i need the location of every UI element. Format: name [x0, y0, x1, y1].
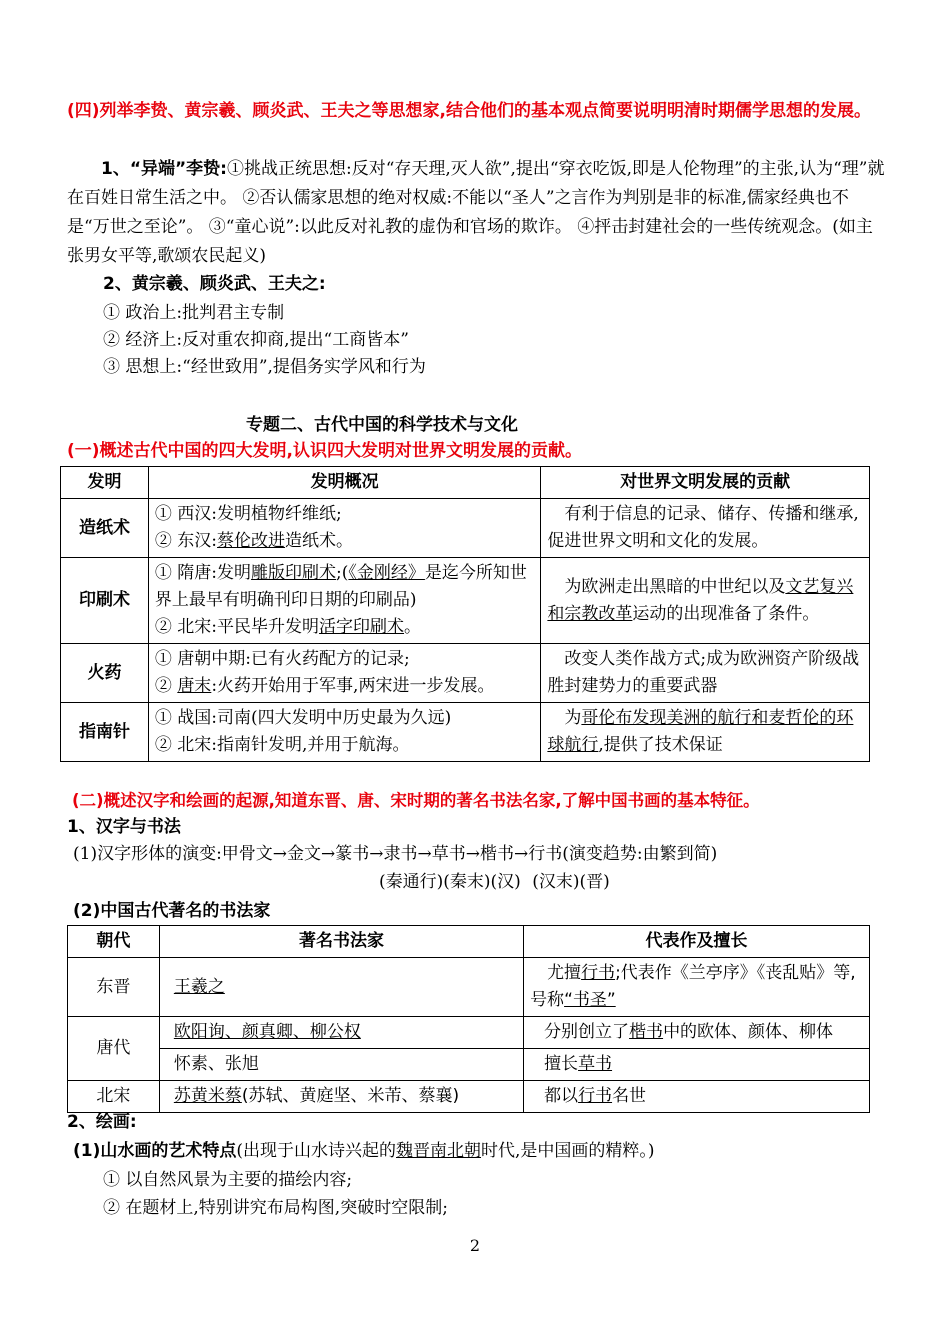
calligraphy-section-title: 1、汉字与书法 — [67, 817, 181, 837]
invention-contribution: 为哥伦布发现美洲的航行和麦哲伦的环球航行,提供了技术保证 — [541, 703, 870, 762]
table-header: 朝代 — [68, 926, 160, 958]
work-cell: 擅长草书 — [524, 1049, 870, 1081]
overview-line: ① 西汉:发明植物纤维纸; — [154, 504, 342, 524]
artist-cell: 怀素、张旭 — [159, 1049, 523, 1081]
overview-line: ② 东汉:蔡伦改进造纸术。 — [154, 531, 354, 551]
painting-section-title: 2、绘画: — [67, 1112, 137, 1132]
li-zhi-paragraph — [67, 155, 887, 271]
table-row — [61, 703, 870, 762]
overview-line: ② 北宋:平民毕升发明活字印刷术。 — [154, 617, 422, 637]
script-evolution: (1)汉字形体的演变:甲骨文→金文→篆书→隶书→草书→楷书→行书(演变趋势:由繁到简) — [73, 844, 718, 864]
invention-name: 火药 — [61, 644, 149, 703]
li-zhi-text: ①挑战正统思想:反对“存天理,灭人欲”,提出“穿衣吃饭,即是人伦物理”的主张,认为“理”就在百姓日常生活之中。 ②否认儒家思想的绝对权威:不能以“圣人”之言作为判别是非的标准,儒家经典也不是“万世之至论”。 ③“童心说”:以此反对礼教的虚伪和官场的欺诈。 ④抨击封建社会的一些传统观念。(如主张男女平等,歌颂农民起义) — [67, 159, 885, 266]
table-row — [68, 1017, 870, 1049]
artist-cell: 王羲之 — [159, 958, 523, 1017]
work-cell: 分别创立了楷书中的欧体、颜体、柳体 — [524, 1017, 870, 1049]
invention-name: 印刷术 — [61, 558, 149, 644]
invention-overview — [148, 558, 540, 644]
table-row — [61, 644, 870, 703]
thinker-item: ① 政治上:批判君主专制 — [103, 303, 285, 323]
page-number: 2 — [469, 1236, 481, 1255]
evolution-notes: (秦通行)(秦末)(汉) (汉末)(晋) — [379, 872, 610, 892]
landscape-item: ② 在题材上,特别讲究布局构图,突破时空限制; — [103, 1198, 448, 1218]
work-cell: 尤擅行书;代表作《兰亭序》《丧乱贴》等,号称“书圣” — [524, 958, 870, 1017]
artist-cell: 苏黄米蔡(苏轼、黄庭坚、米芾、蔡襄) — [159, 1081, 523, 1113]
invention-contribution: 为欧洲走出黑暗的中世纪以及文艺复兴和宗教改革运动的出现准备了条件。 — [541, 558, 870, 644]
thinker-item: ③ 思想上:“经世致用”,提倡务实学风和行为 — [103, 357, 426, 377]
overview-line: ① 战国:司南(四大发明中历史最为久远) — [154, 708, 452, 728]
table-header: 代表作及擅长 — [524, 926, 870, 958]
invention-name: 造纸术 — [61, 499, 149, 558]
table-row — [68, 1049, 870, 1081]
table-row — [61, 558, 870, 644]
topic2-sub1: (一)概述古代中国的四大发明,认识四大发明对世界文明发展的贡献。 — [67, 441, 582, 461]
three-thinkers-lead: 2、黄宗羲、顾炎武、王夫之: — [103, 274, 326, 294]
section4-heading: (四)列举李贽、黄宗羲、顾炎武、王夫之等思想家,结合他们的基本观点简要说明明清时期儒学思想的发展。 — [67, 101, 871, 121]
li-zhi-lead: 1、“异端”李贽: — [101, 159, 227, 179]
calligraphers-title: (2)中国古代著名的书法家 — [73, 901, 271, 921]
artist-cell: 欧阳询、颜真卿、柳公权 — [159, 1017, 523, 1049]
landscape-paragraph: (1)山水画的艺术特点(出现于山水诗兴起的魏晋南北朝时代,是中国画的精粹。) — [73, 1141, 655, 1161]
landscape-item: ① 以自然风景为主要的描绘内容; — [103, 1170, 353, 1190]
table-row — [68, 958, 870, 1017]
overview-line: ② 唐末:火药开始用于军事,两宋进一步发展。 — [154, 676, 495, 696]
table-header: 著名书法家 — [159, 926, 523, 958]
dynasty-cell: 唐代 — [68, 1017, 160, 1081]
dynasty-cell: 北宋 — [68, 1081, 160, 1113]
dynasty-cell: 东晋 — [68, 958, 160, 1017]
work-cell: 都以行书名世 — [524, 1081, 870, 1113]
calligraphers-table — [67, 925, 870, 1113]
inventions-table — [60, 466, 870, 762]
topic2-title: 专题二、古代中国的科学技术与文化 — [246, 415, 518, 435]
table-row — [61, 499, 870, 558]
overview-line: ① 唐朝中期:已有火药配方的记录; — [154, 649, 410, 669]
invention-overview — [148, 644, 540, 703]
overview-line: ② 北宋:指南针发明,并用于航海。 — [154, 735, 410, 755]
invention-overview — [148, 499, 540, 558]
invention-name: 指南针 — [61, 703, 149, 762]
table-header: 发明概况 — [148, 467, 540, 499]
invention-contribution: 有利于信息的记录、储存、传播和继承,促进世界文明和文化的发展。 — [541, 499, 870, 558]
invention-overview — [148, 703, 540, 762]
table-header: 发明 — [61, 467, 149, 499]
overview-line: ① 隋唐:发明雕版印刷术;(《金刚经》是迄今所知世界上最早有明确刊印日期的印刷品) — [154, 563, 527, 610]
invention-contribution: 改变人类作战方式;成为欧洲资产阶级战胜封建势力的重要武器 — [541, 644, 870, 703]
thinker-item: ② 经济上:反对重农抑商,提出“工商皆本” — [103, 330, 409, 350]
table-header: 对世界文明发展的贡献 — [541, 467, 870, 499]
topic2-sub2: (二)概述汉字和绘画的起源,知道东晋、唐、宋时期的著名书法名家,了解中国书画的基本特征。 — [72, 791, 760, 810]
